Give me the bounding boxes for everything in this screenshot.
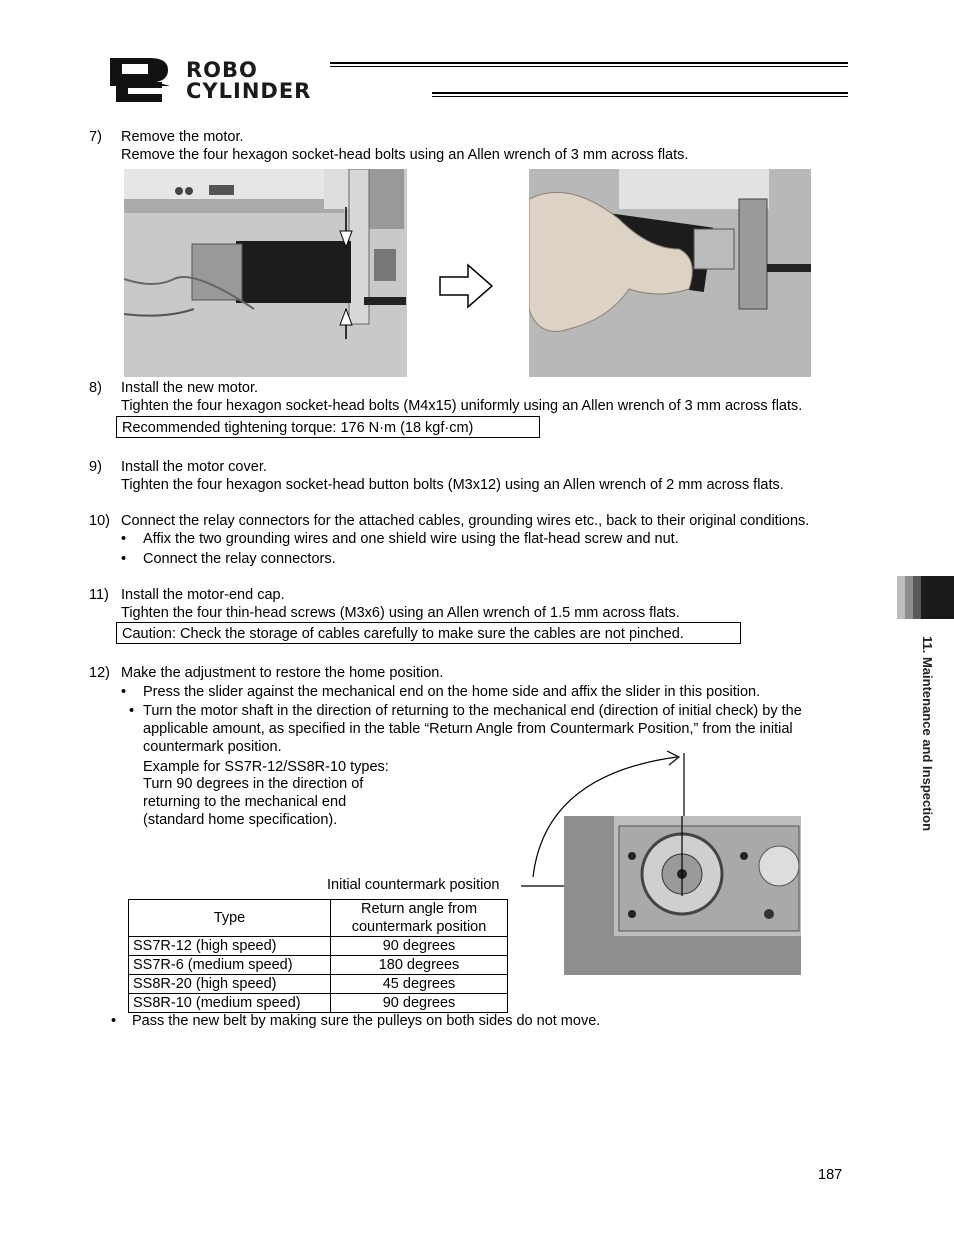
table-header-row	[129, 900, 508, 937]
step-11-text: Tighten the four thin-head screws (M3x6) using an Allen wrench of 1.5 mm across flats.	[121, 605, 680, 621]
example-line-2: Turn 90 degrees in the direction of	[143, 776, 364, 792]
chapter-tab-marker	[897, 576, 954, 619]
step-7-title: Remove the motor.	[121, 129, 244, 145]
table-cell-type: SS7R-12 (high speed)	[129, 937, 331, 956]
step-12-bullet-dot: •	[129, 703, 135, 719]
step-12-bullet-2-line2: applicable amount, as specified in the table “Return Angle from Countermark Position,” from the initial	[143, 721, 793, 737]
photo-motor-removal	[529, 169, 811, 377]
table-row	[129, 975, 508, 994]
step-9-text: Tighten the four hexagon socket-head button bolts (M3x12) using an Allen wrench of 2 mm across flats.	[121, 477, 784, 493]
example-line-3: returning to the mechanical end	[143, 794, 347, 810]
step-11-title: Install the motor-end cap.	[121, 587, 285, 603]
step-9-number: 9)	[89, 459, 102, 475]
final-bullet-text: Pass the new belt by making sure the pulleys on both sides do not move.	[132, 1013, 601, 1029]
torque-note-box: Recommended tightening torque: 176 N·m (18 kgf·cm)	[116, 416, 540, 438]
step-12-number: 12)	[89, 665, 110, 681]
step-9-title: Install the motor cover.	[121, 459, 267, 475]
table-cell-type: SS7R-6 (medium speed)	[129, 956, 331, 975]
example-line-4: (standard home specification).	[143, 812, 338, 828]
logo-line-robo: ROBO	[186, 58, 258, 82]
chapter-sidebar-label: 11. Maintenance and Inspection	[920, 636, 935, 832]
step-8-number: 8)	[89, 380, 102, 396]
right-arrow-icon	[438, 262, 494, 310]
step-12-title: Make the adjustment to restore the home position.	[121, 665, 444, 681]
return-angle-table	[128, 899, 508, 1013]
table-row	[129, 956, 508, 975]
photo-pulley-countermark	[564, 816, 801, 975]
step-10-number: 10)	[89, 513, 110, 529]
step-8-text: Tighten the four hexagon socket-head bolts (M4x15) uniformly using an Allen wrench of 3 mm across flats.	[121, 398, 803, 414]
table-cell-angle: 90 degrees	[331, 994, 508, 1013]
table-cell-type: SS8R-20 (high speed)	[129, 975, 331, 994]
countermark-callout-label: Initial countermark position	[327, 877, 500, 893]
header-rule-top	[330, 62, 848, 64]
table-header-angle	[331, 900, 508, 937]
header-rule-bottom-thin	[432, 96, 848, 97]
step-11-number: 11)	[89, 587, 109, 603]
table-header-angle-line1: Return angle from	[360, 901, 478, 917]
table-cell-angle: 180 degrees	[331, 956, 508, 975]
logo-line-cylinder: CYLINDER	[186, 79, 312, 103]
step-10-title: Connect the relay connectors for the attached cables, grounding wires etc., back to their original conditions.	[121, 513, 810, 529]
step-12-bullet-2-line1: Turn the motor shaft in the direction of returning to the mechanical end (direction of initial check) by the	[143, 703, 802, 719]
table-cell-type: SS8R-10 (medium speed)	[129, 994, 331, 1013]
step-7-number: 7)	[89, 129, 102, 145]
final-bullet-dot: •	[111, 1013, 117, 1029]
table-header-angle-line2: countermark position	[351, 919, 487, 935]
table-header-type: Type	[129, 900, 331, 937]
step-12-bullet-dot: •	[121, 684, 127, 700]
step-10-bullet-1: Affix the two grounding wires and one shield wire using the flat-head screw and nut.	[143, 531, 679, 547]
step-10-bullet-dot: •	[121, 531, 127, 547]
page-number: 187	[818, 1167, 843, 1183]
step-7-text: Remove the four hexagon socket-head bolts using an Allen wrench of 3 mm across flats.	[121, 147, 689, 163]
table-row	[129, 937, 508, 956]
step-10-bullet-dot: •	[121, 551, 127, 567]
caution-note-box: Caution: Check the storage of cables carefully to make sure the cables are not pinched.	[116, 622, 741, 644]
table-cell-angle: 45 degrees	[331, 975, 508, 994]
step-10-bullet-2: Connect the relay connectors.	[143, 551, 336, 567]
step-12-bullet-1: Press the slider against the mechanical end on the home side and affix the slider in this position.	[143, 684, 761, 700]
header-rule-top-thin	[330, 66, 848, 67]
example-line-1: Example for SS7R-12/SS8R-10 types:	[143, 759, 389, 775]
header-rule-bottom	[432, 92, 848, 94]
robo-cylinder-logo-mark	[108, 56, 182, 104]
photo-motor-bolts	[124, 169, 407, 377]
table-row	[129, 994, 508, 1013]
step-8-title: Install the new motor.	[121, 380, 259, 396]
table-cell-angle: 90 degrees	[331, 937, 508, 956]
step-12-bullet-2-line3: countermark position.	[143, 739, 282, 755]
